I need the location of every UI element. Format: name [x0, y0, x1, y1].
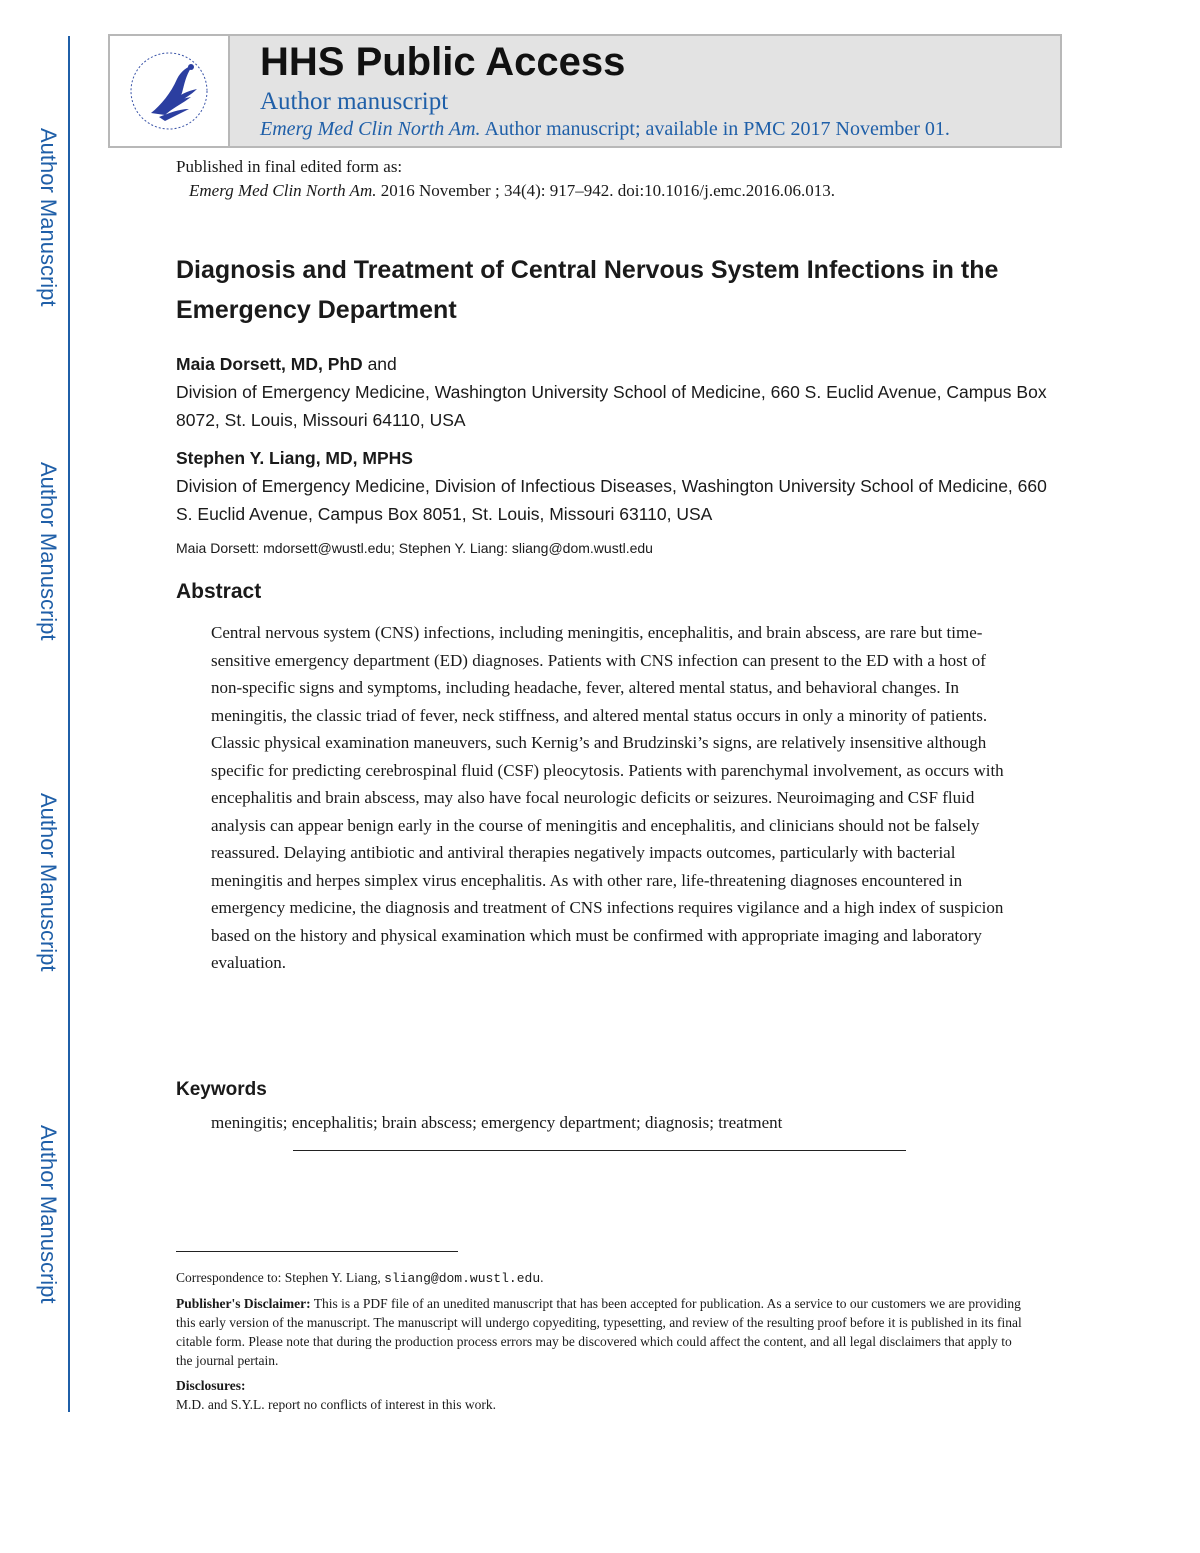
sidebar-label-author-manuscript: Author Manuscript [36, 793, 61, 972]
author-line [176, 444, 1056, 472]
manuscript-availability [260, 118, 950, 141]
footnotes [176, 1268, 1026, 1420]
published-block [176, 155, 835, 203]
abstract-text: Central nervous system (CNS) infections, including meningitis, encephalitis, and brain abscess, are rare but time-sensitive emergency department (ED) diagnoses. Patients with CNS infection can present to the ED with a host of non-specific signs and symptoms, including headache, fever, altered mental status, and behavioral changes. In meningitis, the classic triad of fever, neck stiffness, and altered mental status occurs in only a minority of patients. Classic physical examination maneuvers, such Kernig’s and Brudzinski’s signs, are relatively insensitive although specific for predicting cerebrospinal fluid (CSF) pleocytosis. Patients with parenchymal involvement, as occurs with encephalitis and brain abscess, may also have focal neurologic deficits or seizures. Neuroimaging and CSF fluid analysis can appear benign early in the course of meningitis and encephalitis, and clinicians should not be falsely reassured. Delaying antibiotic and antiviral therapies negatively impacts outcomes, particularly with bacterial meningitis and herpes simplex virus encephalitis. As with other rare, life-threatening diagnoses encountered in emergency medicine, the diagnosis and treatment of CNS infections requires vigilance and a high index of suspicion based on the history and physical examination which must be confirmed with appropriate imaging and laboratory evaluation. [211, 623, 1004, 972]
sidebar-label-author-manuscript: Author Manuscript [36, 1125, 61, 1304]
disclosures-heading: Disclosures: [176, 1378, 246, 1393]
sidebar-rule [68, 36, 70, 1412]
disclaimer-text: This is a PDF file of an unedited manuscript that has been accepted for publication. As a service to our customers we are providing this early version of the manuscript. The manuscript will undergo copyediting, typesetting, and review of the resulting proof before it is published in its final citable form. Please note that during the production process errors may be discovered which could affect the content, and all legal disclaimers that apply to the journal pertain. [176, 1296, 1022, 1368]
author-affiliation: Division of Emergency Medicine, Division of Infectious Diseases, Washington University School of Medicine, 660 S. Euclid Avenue, Campus Box 8051, St. Louis, Missouri 63110, USA [176, 476, 1047, 524]
article-title: Diagnosis and Treatment of Central Nervous System Infections in the Emergency Department [176, 256, 999, 324]
hhs-header [108, 34, 1062, 148]
availability-text: Author manuscript; available in PMC 2017 November 01. [484, 118, 950, 140]
disclosures-text: M.D. and S.Y.L. report no conflicts of interest in this work. [176, 1397, 496, 1412]
correspondence-end: . [540, 1270, 544, 1285]
footnote-divider [176, 1251, 458, 1252]
journal-name: Emerg Med Clin North Am. [260, 118, 481, 140]
sidebar-label-author-manuscript: Author Manuscript [36, 128, 61, 307]
author-affiliation: Division of Emergency Medicine, Washington University School of Medicine, 660 S. Euclid Avenue, Campus Box 8072, St. Louis, Missouri 64110, USA [176, 382, 1047, 430]
author-connector: and [367, 354, 397, 374]
disclosures-label [176, 1376, 1026, 1395]
disclaimer-label: Publisher's Disclaimer: [176, 1296, 311, 1311]
author-list [176, 350, 1056, 558]
keywords-heading: Keywords [176, 1079, 267, 1100]
sidebar-label-author-manuscript: Author Manuscript [36, 462, 61, 641]
published-label: Published in final edited form as: [176, 157, 403, 176]
hhs-public-access-title: HHS Public Access [260, 40, 626, 84]
keywords-text: meningitis; encephalitis; brain abscess; emergency department; diagnosis; treatment [211, 1113, 783, 1132]
correspondence-label: Correspondence to: Stephen Y. Liang, [176, 1270, 381, 1285]
correspondence-email[interactable]: sliang@dom.wustl.edu [384, 1271, 541, 1286]
author-emails: Maia Dorsett: mdorsett@wustl.edu; Stephen Y. Liang: sliang@dom.wustl.edu [176, 540, 653, 556]
correspondence-note [176, 1268, 1026, 1288]
logo-cell [110, 36, 230, 146]
hhs-eagle-seal-icon [121, 43, 217, 139]
author-name: Stephen Y. Liang, MD, MPHS [176, 448, 413, 468]
published-journal: Emerg Med Clin North Am. [189, 181, 377, 200]
author-name: Maia Dorsett, MD, PhD [176, 354, 363, 374]
published-citation-text: 2016 November ; 34(4): 917–942. doi:10.1016/j.emc.2016.06.013. [380, 181, 835, 200]
keywords-divider [293, 1150, 906, 1151]
author-manuscript-label: Author manuscript [260, 88, 449, 115]
publisher-disclaimer [176, 1294, 1026, 1370]
author-line [176, 350, 1056, 378]
published-citation [176, 179, 835, 203]
abstract-heading: Abstract [176, 580, 262, 603]
